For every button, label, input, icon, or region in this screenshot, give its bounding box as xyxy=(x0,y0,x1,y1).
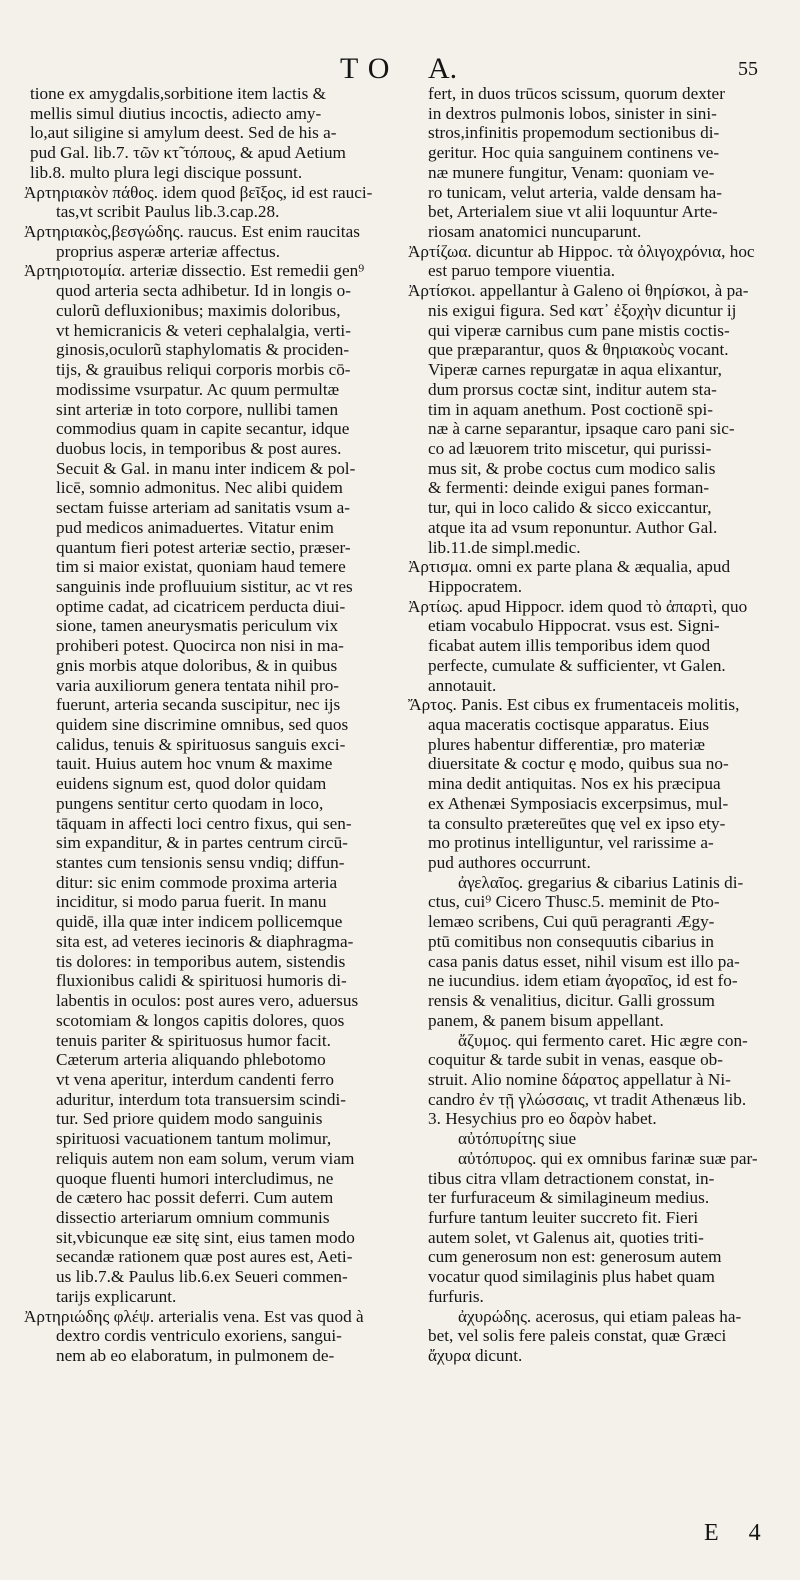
text-line: fert, in duos trūcos scissum, quorum dexter xyxy=(428,84,725,103)
text-line: riosam anatomici nuncuparunt. xyxy=(428,222,642,242)
text-line: vt vena aperitur, interdum candenti ferro xyxy=(56,1069,335,1089)
text-line: tenuis pariter & spirituosus humor facit. xyxy=(56,1030,331,1050)
text-line: quidē, illa quæ inter indicem pollicemque xyxy=(56,912,343,932)
text-line: reliquis autem non eam solum, verum viam xyxy=(56,1148,355,1168)
text-line: Hippocratem. xyxy=(428,576,523,596)
text-line: commodius quam in capite secantur, idque xyxy=(56,419,350,439)
text-line: ter furfuraceum & similagineum medius. xyxy=(428,1188,710,1208)
text-line: vocatur quod similaginis plus habet quam xyxy=(428,1267,715,1287)
text-line: de cætero hac possit deferri. Cum autem xyxy=(56,1188,334,1208)
text-line: varia auxiliorum genera tentata nihil pro- xyxy=(56,675,340,695)
text-line: mus sit, & probe coctus cum modico salis xyxy=(428,458,716,478)
subentry-headword-line: ἀχυρώδης. acerosus, qui etiam paleas ha- xyxy=(458,1306,742,1326)
text-line: ditur: sic enim commode proxima arteria xyxy=(56,872,338,892)
text-line: que præparantur, quos & θηριακοὺς vocant. xyxy=(428,340,729,360)
entry-headword-line: Ἀρτηριοτομία. arteriæ dissectio. Est remedii gen⁹ xyxy=(24,261,365,281)
entry-headword-line: Ἀρτηριώδης φλέψ. arterialis vena. Est vas quod à xyxy=(24,1306,364,1326)
text-line: spirituosi vacuationem tantum molimur, xyxy=(56,1129,332,1149)
text-line: lemæo scribens, Cui quū peragranti Ægy- xyxy=(428,912,715,932)
text-line: struit. Alio nomine δάρατος appellatur à Ni- xyxy=(428,1069,731,1089)
text-line: culorũ defluxionibus; maximis doloribus, xyxy=(56,300,341,320)
entry-headword-line: Ἀρτίσκοι. appellantur à Galeno οἱ θηρίσκοι, à pa- xyxy=(408,281,749,301)
subentry-headword-line: ἀγελαῖος. gregarius & cibarius Latinis di- xyxy=(458,872,744,892)
text-line: diuersitate & coctur ę modo, quibus sua no- xyxy=(428,754,729,774)
text-line: sit,vbicunque eæ sitę sint, eius tamen modo xyxy=(56,1227,355,1247)
text-line: sint arteriæ in toto corpore, nullibi tamen xyxy=(56,399,339,419)
entry-headword-line: Ἀρτίως. apud Hippocr. idem quod τὸ ἀπαρτὶ, quo xyxy=(408,596,748,616)
text-line: tarijs explicarunt. xyxy=(56,1286,177,1306)
text-line: candro ἐν τῇ γλώσσαις, vt tradit Athenæus lib. xyxy=(428,1089,747,1109)
text-line: modissime vsurpatur. Ac quum permultæ xyxy=(56,379,340,399)
text-line: tur. Sed priore quidem modo sanguinis xyxy=(56,1109,323,1129)
text-line: proprius asperæ arteriæ affectus. xyxy=(56,241,280,261)
text-line: fuerunt, arteria secanda suscipitur, nec ijs xyxy=(56,695,341,715)
text-line: tim in aquam anethum. Post coctionē spi- xyxy=(428,399,713,419)
subentry-headword-line: αὐτόπυρος. qui ex omnibus farinæ suæ par- xyxy=(458,1148,758,1168)
text-line: labentis in oculos: post aures vero, aduersus xyxy=(56,991,359,1011)
running-head-left: TO xyxy=(340,52,400,85)
text-line: atque ita ad vsum reponuntur. Author Gal. xyxy=(428,517,718,537)
text-line: lib.8. multo plura legi discique possunt. xyxy=(30,162,303,182)
text-line: ptū comitibus non consequutis cibarius in xyxy=(428,931,714,951)
text-line: ἄχυρα dicunt. xyxy=(428,1346,523,1365)
text-line: autem solet, vt Galenus ait, quoties triti- xyxy=(428,1227,704,1247)
text-line: Cæterum arteria aliquando phlebotomo xyxy=(56,1050,326,1070)
text-line: tāquam in affecti loci centro fixus, qui sen- xyxy=(56,813,352,833)
text-line: tas,vt scribit Paulus lib.3.cap.28. xyxy=(56,202,280,222)
text-line: gnis morbis atque doloribus, & in quibus xyxy=(56,655,338,675)
text-line: optime cadat, ad cicatricem perducta diui- xyxy=(56,596,346,616)
text-line: ginosis,oculorũ staphylomatis & prociden- xyxy=(56,340,350,360)
entry-headword-line: Ἀρτηριακὸς,βεσγώδης. raucus. Est enim raucitas xyxy=(24,222,360,242)
text-line: sione, tamen aneurysmatis periculum vix xyxy=(56,616,339,636)
text-line: mo protinus intelliguntur, vel rarissime a- xyxy=(428,833,714,853)
text-line: stantes cum tensionis sensu vndiq; diffun- xyxy=(56,853,345,873)
text-line: Viperæ carnes repurgatæ in aqua elixantur, xyxy=(428,360,722,380)
text-line: ne iucundius. idem etiam ἀγοραῖος, id est fo- xyxy=(428,971,738,991)
text-line: cum generosum non est: generosum autem xyxy=(428,1247,722,1267)
text-line: tim si maior existat, quoniam haud temere xyxy=(56,557,346,577)
text-line: geritur. Hoc quia sanguinem continens ve- xyxy=(428,143,720,163)
text-line: Secuit & Gal. in manu inter indicem & pol- xyxy=(56,458,356,478)
entry-headword-line: Ἄρτος. Panis. Est cibus ex frumentaceis molitis, xyxy=(408,695,740,715)
text-line: est paruo tempore viuentia. xyxy=(428,261,616,281)
text-line: plures habentur differentiæ, pro materiæ xyxy=(428,734,705,754)
text-line: tur, qui in loco calido & sicco exiccantur, xyxy=(428,498,712,518)
text-line: quidem sine discrimine omnibus, sed quos xyxy=(56,715,349,734)
page-number: 55 xyxy=(738,58,758,80)
text-line: dissectio arteriarum omnium communis xyxy=(56,1207,330,1227)
text-line: ta consulto prætereūtes quę vel ex ipso ety- xyxy=(428,813,726,833)
text-line: qui viperæ carnibus cum pane mistis coctis- xyxy=(428,320,730,340)
text-line: panem, & panem bisum appellant. xyxy=(428,1010,664,1030)
text-line: stros,infinitis propemodum sectionibus di- xyxy=(428,123,720,143)
text-line: sanguinis inde profluuium sistitur, ac vt res xyxy=(56,576,353,596)
text-line: nis exigui figura. Sed κατ᾿ ἐξοχὴν dicuntur ij xyxy=(428,300,737,320)
text-line: pud authores occurrunt. xyxy=(428,853,591,873)
text-line: næ munere fungitur, Venam: quoniam ve- xyxy=(428,162,715,182)
text-line: 3. Hesychius pro eo δαρὸν habet. xyxy=(428,1109,657,1129)
text-line: co ad læuorem trito miscetur, qui purissi- xyxy=(428,438,712,458)
text-line: lib.11.de simpl.medic. xyxy=(428,537,581,557)
left-column xyxy=(24,84,400,1366)
text-line: pud medicos animaduertes. Vitatur enim xyxy=(56,517,334,537)
text-line: mina dedit antiquitas. Nos ex his præcipua xyxy=(428,774,721,794)
text-line: ficabat autem illis temporibus idem quod xyxy=(428,636,711,656)
text-line: ex Athenæi Symposiacis excerpsimus, mul- xyxy=(428,793,729,813)
running-head-right: A. xyxy=(428,52,458,85)
text-line: quantum fieri potest arteriæ sectio, præser- xyxy=(56,537,351,557)
entry-headword-line: Ἀρτηριακὸν πάθος. idem quod βεῖξος, id est rauci- xyxy=(24,182,373,202)
text-line: coquitur & tarde subit in venas, easque ob- xyxy=(428,1050,723,1070)
text-line: lo,aut siligine si amylum deest. Sed de his a- xyxy=(30,123,337,143)
text-line: mellis simul diutius incoctis, adiecto amy- xyxy=(30,103,322,123)
text-line: sita est, ad veteres iecinoris & diaphragma- xyxy=(56,931,354,951)
text-line: us lib.7.& Paulus lib.6.ex Seueri commen- xyxy=(56,1267,348,1287)
text-line: calidus, tenuis & spirituosus sanguis exci- xyxy=(56,734,346,754)
text-line: dum prorsus coctæ sint, inditur autem sta- xyxy=(428,379,717,399)
text-line: bet, vel solis fere paleis constat, quæ Græci xyxy=(428,1326,727,1346)
text-line: bet, Arterialem siue vt alii loquuntur Arte- xyxy=(428,202,718,222)
text-line: secandæ rationem quæ post aures est, Aeti- xyxy=(56,1247,353,1267)
text-line: pud Gal. lib.7. τῶν κτ̃ τόπους, & apud Aetium xyxy=(30,143,346,163)
text-line: tauit. Huius autem hoc vnum & maxime xyxy=(56,754,333,774)
text-line: rensis & venalitius, dicitur. Galli grossum xyxy=(428,991,715,1011)
right-column xyxy=(408,84,772,1366)
text-line: in dextros pulmonis lobos, sinister in sini- xyxy=(428,103,717,123)
entry-headword-line: Ἀρτισμα. omni ex parte plana & æqualia, apud xyxy=(408,557,731,577)
text-line: tione ex amygdalis,sorbitione item lactis & xyxy=(30,84,326,103)
text-line: aduritur, interdum tota transuersim scindi- xyxy=(56,1089,346,1109)
text-line: quoque fluenti humori intercludimus, ne xyxy=(56,1168,334,1188)
text-line: casa panis datus esset, nihil visum est illo pa- xyxy=(428,951,740,971)
text-line: sectam fuisse arteriam ad sanitatis vsum a- xyxy=(56,498,351,518)
text-line: inciditur, si modo parua fuerit. In manu xyxy=(56,892,327,912)
entry-headword-line: Ἀρτίζωα. dicuntur ab Hippoc. τὰ ὀλιγοχρόνια, hoc xyxy=(408,241,755,261)
text-line: fluxionibus calidi & spirituosi humoris di- xyxy=(56,971,347,991)
text-line: licē, somnio admonitus. Nec alibi quidem xyxy=(56,478,343,498)
text-line: euidens signum est, quod dolor quidam xyxy=(56,774,327,794)
page-header xyxy=(0,52,800,88)
text-line: prohiberi potest. Quocirca non nisi in ma- xyxy=(56,636,344,656)
text-line: furfuris. xyxy=(428,1286,484,1306)
text-line: & fermenti: deinde exigui panes forman- xyxy=(428,478,710,498)
text-line: aqua maceratis coctisque apparatus. Eius xyxy=(428,715,710,734)
text-line: duobus locis, in temporibus & post aures. xyxy=(56,438,342,458)
text-line: sim expanditur, & in partes centrum circū- xyxy=(56,833,348,853)
text-line: perfecte, cumulate & sufficienter, vt Galen. xyxy=(428,655,726,675)
text-line: ctus, cui⁹ Cicero Thusc.5. meminit de Pto- xyxy=(428,892,720,912)
text-line: furfure tantum leuiter succreto fit. Fieri xyxy=(428,1207,699,1227)
text-line: tis dolores: in temporibus autem, sistendis xyxy=(56,951,346,971)
text-line: quod arteria secta adhibetur. Id in longis o- xyxy=(56,281,351,301)
text-line: ro tunicam, velut arteria, valde densam ha- xyxy=(428,182,722,202)
text-line: tijs, & grauibus reliqui corporis morbis cō- xyxy=(56,360,351,380)
signature-mark: E 4 xyxy=(704,1520,773,1546)
subentry-headword-line: ἄζυμος. qui fermento caret. Hic ægre con- xyxy=(458,1030,748,1050)
text-line: nem ab eo elaboratum, in pulmonem de- xyxy=(56,1346,335,1365)
text-line: pungens sentitur certo quodam in loco, xyxy=(56,793,324,813)
text-line: annotauit. xyxy=(428,675,497,695)
text-line: tibus citra vllam detractionem constat, in- xyxy=(428,1168,715,1188)
text-line: vt hemicranicis & veteri cephalalgia, verti- xyxy=(56,320,351,340)
subentry-headword-line: αὐτόπυρίτης siue xyxy=(458,1129,577,1149)
text-line: dextro cordis ventriculo exoriens, sangui- xyxy=(56,1326,342,1346)
text-line: etiam vocabulo Hippocrat. vsus est. Signi- xyxy=(428,616,720,636)
text-line: næ à carne separantur, ipsaque caro pani sic- xyxy=(428,419,735,439)
text-line: scotomiam & longos capitis dolores, quos xyxy=(56,1010,345,1030)
